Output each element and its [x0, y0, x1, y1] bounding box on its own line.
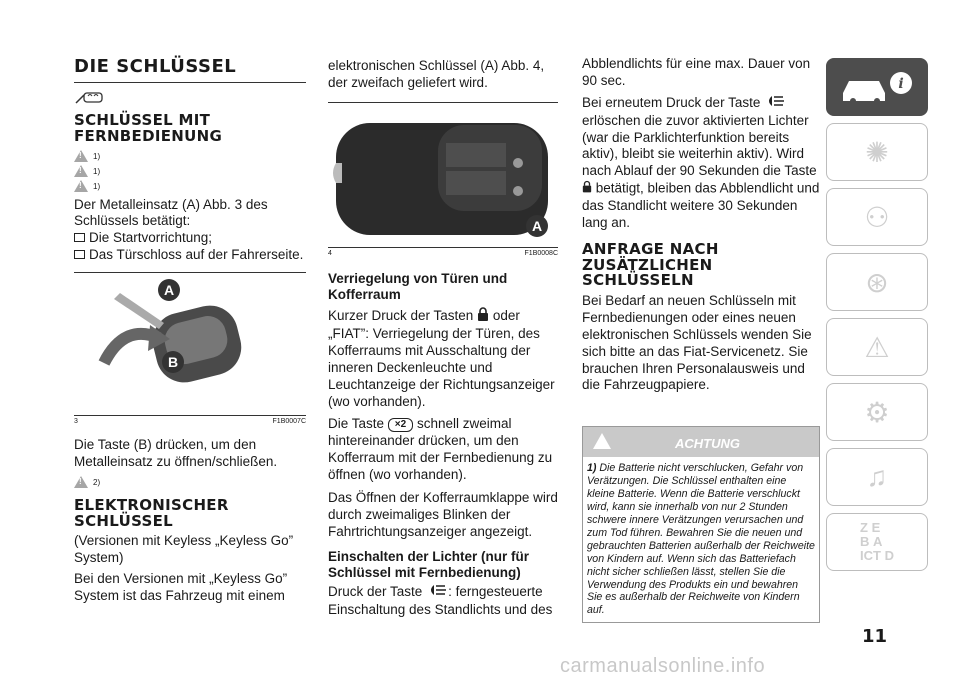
tab-multimedia[interactable]	[826, 448, 928, 506]
chapter-sidebar	[826, 58, 928, 578]
lock-icon	[477, 307, 489, 326]
warning-triangle-icon	[593, 433, 611, 449]
figure-3	[74, 273, 306, 415]
multimedia-icon: ♫	[866, 461, 888, 492]
warning-triangle-icon: ⚠	[864, 331, 890, 363]
section-heading-lock: Verriegelung von Türen und Kofferraum	[328, 270, 508, 302]
warning-ref: ! 1)	[74, 164, 306, 179]
list-item: Die Startvorrichtung;	[74, 230, 306, 247]
figure-caption: 4 F1B0008C	[328, 247, 558, 257]
tab-driving[interactable]	[826, 253, 928, 311]
lock-icon	[582, 180, 592, 198]
tab-service[interactable]	[826, 383, 928, 441]
svg-text:i: i	[898, 76, 904, 92]
warning-ref: ! 2)	[74, 475, 306, 490]
headlight-icon	[764, 94, 786, 113]
warning-box-header	[583, 427, 819, 457]
warning-ref: ! 1)	[74, 149, 306, 164]
callout-b: B	[162, 351, 184, 373]
warning-triangle-icon	[74, 165, 88, 177]
tab-emergency[interactable]	[826, 318, 928, 376]
tab-index[interactable]	[826, 513, 928, 571]
callout-a: A	[526, 215, 548, 237]
body-text: Bei den Versionen mit „Keyless Go” System ist das Fahrzeug mit einem	[74, 571, 288, 603]
warning-triangle-icon	[74, 150, 88, 162]
warning-box	[582, 426, 820, 623]
bullet-icon	[74, 250, 85, 259]
body-text: Abblendlichts für eine max. Dauer von 90 sec.	[582, 56, 811, 88]
body-text: Der Metalleinsatz (A) Abb. 3 des Schlüssels betätigt:	[74, 196, 268, 229]
steering-wheel-icon: ⊛	[865, 266, 889, 298]
section-heading-request-keys: ANFRAGE NACH ZUSÄTZLICHEN SCHLÜSSELN	[582, 239, 719, 290]
column-2	[328, 0, 558, 619]
body-text: Druck der Taste : ferngesteuerte Einschaltung des Standlichts und des	[328, 583, 553, 617]
section-heading-remote-key: SCHLÜSSEL MIT FERNBEDIENUNG	[74, 111, 223, 145]
airbag-safety-icon: ⚇	[864, 201, 890, 233]
section-heading-electronic-key: ELEKTRONISCHER SCHLÜSSEL	[74, 495, 229, 530]
tab-car-info[interactable]	[826, 58, 928, 116]
figure-4	[328, 103, 558, 247]
service-wrench-icon: ⚙	[864, 396, 890, 428]
callout-a: A	[158, 279, 180, 301]
electronic-key-image	[328, 103, 558, 247]
page-title: DIE SCHLÜSSEL	[74, 56, 237, 77]
warning-text: 1) Die Batterie nicht verschlucken, Gefahr von Verätzungen. Die Schlüssel enthalten eine kleine Batterie. Wenn die Batterie verschluckt wird, kann sie innerhalb von nur 2 Stunden schwere innere Verätzungen verursachen und zum Tod führen. Bewahren Sie die neuen und gebrauchten Batterien außerhalb der Reichweite von Kindern auf. Wenn sich das Batteriefach nicht sicher schließen lässt, stellen Sie die Verwendung des Produkts ein und bewahren Sie es außerhalb der Reichweite von Kindern auf.	[587, 462, 815, 617]
body-text: (Versionen mit Keyless „Keyless Go” System)	[74, 533, 294, 566]
watermark: carmanualsonline.info	[560, 655, 766, 677]
page-number: 11	[862, 626, 888, 647]
car-info-icon	[837, 69, 917, 105]
body-text: Die Taste ×2 schnell zweimal hintereinander drücken, um den Kofferraum mit der Fernbedienung zu öffnen (wo vorhanden).	[328, 416, 553, 482]
tab-safety[interactable]	[826, 188, 928, 246]
trunk-x2-icon: ×2	[388, 418, 413, 433]
column-1	[74, 0, 306, 605]
body-text: Kurzer Druck der Tasten oder „FIAT”: Verriegelung der Türen, des Kofferraums mit Ausschaltung der inneren Deckenleuchte und Leuchtanzeige der Richtungsanzeiger (wo vorhanden).	[328, 308, 555, 409]
section-heading-lights: Einschalten der Lichter (nur für Schlüssel mit Fernbedienung)	[328, 548, 530, 580]
column-3	[582, 0, 820, 623]
dashboard-lights-icon: ✺	[865, 136, 889, 168]
headlight-icon	[426, 583, 448, 602]
body-text: elektronischen Schlüssel (A) Abb. 4, der zweifach geliefert wird.	[328, 58, 545, 90]
warning-ref: ! 1)	[74, 179, 306, 194]
warning-triangle-icon	[74, 180, 88, 192]
body-text: Bei erneutem Druck der Taste erlöschen die zuvor aktivierten Lichter (war die Parklichterfunktion bereits aktiv), bleibt sie weiterhin aktiv). Wird nach Ablauf der 90 Sekunden die Taste betätigt, bleiben das Abblendlicht und das Standlicht weitere 30 Sekunden lang an.	[582, 94, 820, 230]
key-fold-image	[74, 273, 306, 415]
key-remote-icon	[74, 91, 306, 105]
title-rule	[74, 82, 306, 83]
body-text: Die Taste (B) drücken, um den Metalleinsatz zu öffnen/schließen.	[74, 437, 278, 469]
bullet-icon	[74, 233, 85, 242]
body-text: Bei Bedarf an neuen Schlüsseln mit Fernbedienungen oder eines neuen elektronischen Schlüssels wenden Sie sich bitte an das Fiat-Servicenetz. Sie brauchen Ihren Personalausweis und die Fahrzeugpapiere.	[582, 293, 812, 393]
warning-title: ACHTUNG	[675, 436, 740, 452]
list-item: Das Türschloss auf der Fahrerseite.	[74, 247, 306, 264]
tab-dashboard[interactable]	[826, 123, 928, 181]
index-letters-icon: Z E B A ICT D	[860, 519, 894, 564]
figure-caption: 3 F1B0007C	[74, 415, 306, 425]
warning-triangle-icon	[74, 476, 88, 488]
body-text: Das Öffnen der Kofferraumklappe wird durch zweimaliges Blinken der Fahrtrichtungsanzeiger angezeigt.	[328, 489, 558, 539]
